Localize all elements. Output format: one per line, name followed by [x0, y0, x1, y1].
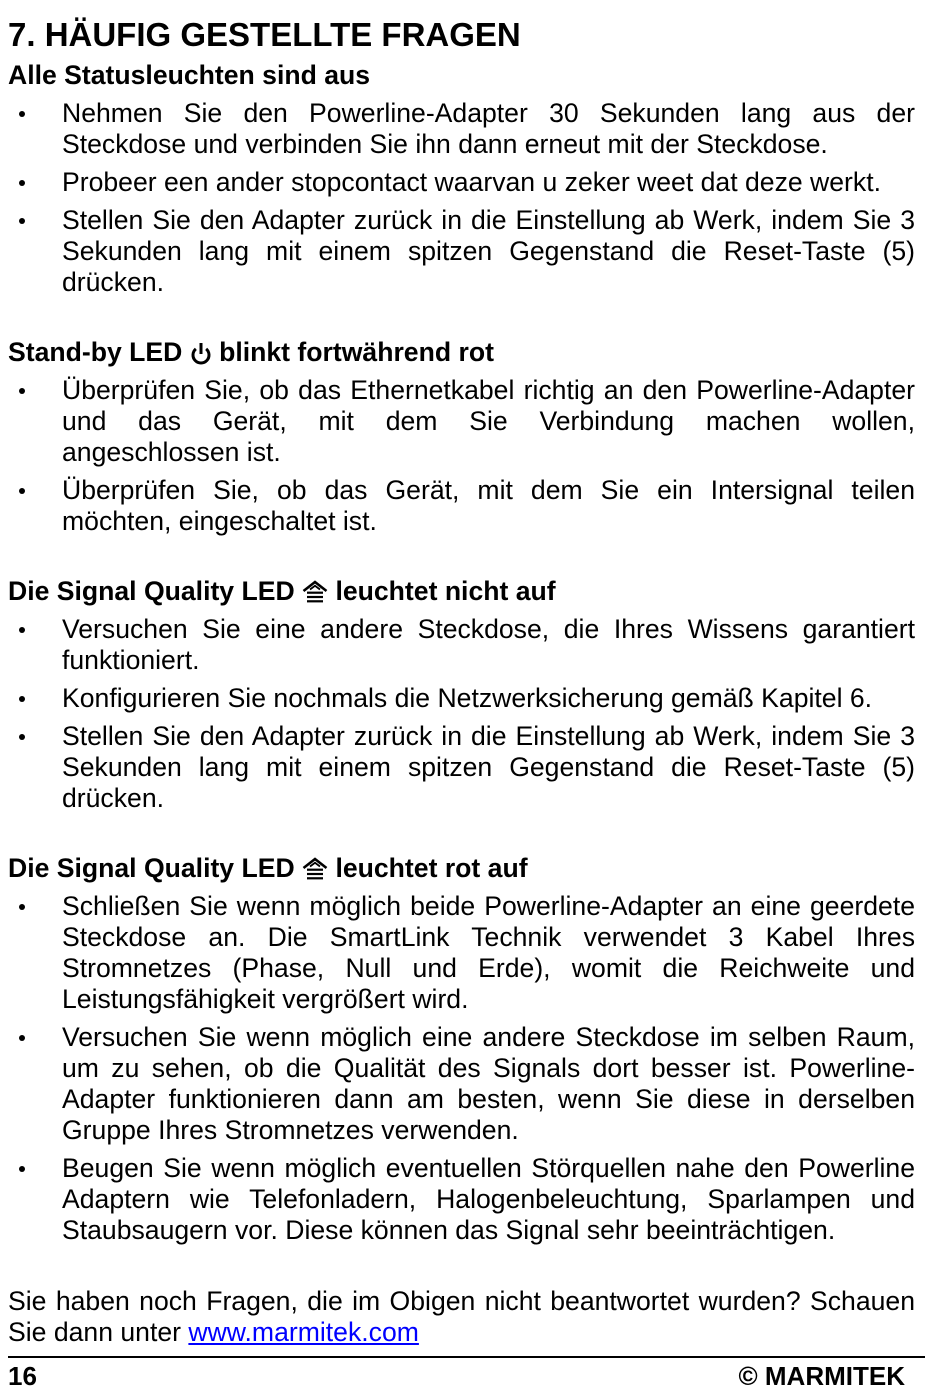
section-heading-text: Stand-by LED: [8, 336, 183, 367]
text-line: und das Gerät, mit dem Sie Verbindung machen wollen,: [62, 405, 915, 436]
faq-section: [8, 821, 915, 1253]
section-heading-text: Die Signal Quality LED: [8, 852, 295, 883]
bullet-list: [8, 891, 915, 1253]
text-line: Probeer een ander stopcontact waarvan u zeker weet dat deze werkt.: [62, 166, 881, 197]
bullet-dot: [19, 627, 25, 633]
signal-quality-icon: [302, 857, 328, 881]
text-line: Staubsaugern vor. Diese können das Signal sehr beeinträchtigen.: [62, 1214, 836, 1245]
website-link[interactable]: www.marmitek.com: [188, 1316, 419, 1347]
signal-quality-icon: [302, 580, 328, 604]
text-line: Steckdose und verbinden Sie ihn dann erneut mit der Steckdose.: [62, 128, 828, 159]
text-line: Sekunden lang mit einem spitzen Gegenstand die Reset-Taste (5): [62, 235, 915, 266]
text-line: Sie haben noch Fragen, die im Obigen nicht beantwortet wurden? Schauen: [8, 1285, 915, 1316]
section-heading: [8, 853, 915, 884]
bullet-dot: [19, 904, 25, 910]
list-item: [8, 614, 915, 683]
text-line: Leistungsfähigkeit vergrößert wird.: [62, 983, 469, 1014]
text-line: Gruppe Ihres Stromnetzes verwenden.: [62, 1114, 519, 1145]
list-item: [8, 1153, 915, 1253]
text-line: Konfigurieren Sie nochmals die Netzwerksicherung gemäß Kapitel 6.: [62, 682, 873, 713]
bullet-dot: [19, 218, 25, 224]
text-line: Nehmen Sie den Powerline-Adapter 30 Sekunden lang aus der: [62, 97, 915, 128]
bullet-dot: [19, 1166, 25, 1172]
bullet-dot: [19, 1035, 25, 1041]
text-line: Schließen Sie wenn möglich beide Powerline-Adapter an eine geerdete: [62, 890, 915, 921]
list-item: [8, 167, 915, 205]
faq-section: [8, 55, 915, 305]
section-heading-text: Alle Statusleuchten sind aus: [8, 59, 371, 90]
chapter-title: 7. HÄUFIG GESTELLTE FRAGEN: [8, 16, 521, 53]
footer-brand: © MARMITEK: [738, 1361, 905, 1387]
section-heading: [8, 576, 915, 607]
bullet-list: [8, 614, 915, 821]
text-line: Sekunden lang mit einem spitzen Gegenstand die Reset-Taste (5): [62, 751, 915, 782]
text-line: möchten, eingeschaltet ist.: [62, 505, 377, 536]
section-heading-text: blinkt fortwährend rot: [219, 336, 494, 367]
bullet-list: [8, 375, 915, 544]
list-item: [8, 1022, 915, 1153]
section-heading: [8, 337, 915, 368]
bullet-dot: [19, 180, 25, 186]
faq-section: [8, 544, 915, 821]
text-line: Versuchen Sie eine andere Steckdose, die Ihres Wissens garantiert: [62, 613, 915, 644]
list-item: [8, 98, 915, 167]
list-item: [8, 205, 915, 305]
bullet-dot: [19, 696, 25, 702]
text-line: drücken.: [62, 782, 164, 813]
section-heading: [8, 60, 915, 91]
section-heading-text: leuchtet rot auf: [335, 852, 528, 883]
text-line: Stellen Sie den Adapter zurück in die Einstellung ab Werk, indem Sie 3: [62, 720, 915, 751]
text-line: Adaptern wie Telefonladern, Halogenbeleuchtung, Sparlampen und: [62, 1183, 915, 1214]
bullet-list: [8, 98, 915, 305]
faq-section: [8, 305, 915, 544]
text-line: Adapter funktionieren dann am besten, wenn Sie diese in derselben: [62, 1083, 915, 1114]
list-item: [8, 683, 915, 721]
page-number: 16: [8, 1361, 37, 1387]
text-line: drücken.: [62, 266, 164, 297]
list-item: [8, 721, 915, 821]
text-line: Stellen Sie den Adapter zurück in die Einstellung ab Werk, indem Sie 3: [62, 204, 915, 235]
list-item: [8, 891, 915, 1022]
text-line: Stromnetzes (Phase, Null und Erde), womit die Reichweite und: [62, 952, 915, 983]
power-icon: [190, 341, 212, 365]
text-line: Beugen Sie wenn möglich eventuellen Störquellen nahe den Powerline: [62, 1152, 915, 1183]
bullet-dot: [19, 488, 25, 494]
section-heading-text: Die Signal Quality LED: [8, 575, 295, 606]
bullet-dot: [19, 734, 25, 740]
closing-text: Sie dann unter: [8, 1316, 181, 1347]
text-line: funktioniert.: [62, 644, 200, 675]
text-line: [8, 1317, 915, 1348]
list-item: [8, 475, 915, 544]
section-heading-text: leuchtet nicht auf: [335, 575, 556, 606]
text-line: um zu sehen, ob die Qualität des Signals dort besser ist. Powerline-: [62, 1052, 915, 1083]
text-line: Steckdose an. Die SmartLink Technik verwendet 3 Kabel Ihres: [62, 921, 915, 952]
page-footer: [8, 1361, 905, 1387]
bullet-dot: [19, 111, 25, 117]
text-line: Überprüfen Sie, ob das Ethernetkabel richtig an den Powerline-Adapter: [62, 374, 915, 405]
footer-rule: [8, 1356, 925, 1358]
text-line: Überprüfen Sie, ob das Gerät, mit dem Sie ein Intersignal teilen: [62, 474, 915, 505]
text-line: Versuchen Sie wenn möglich eine andere Steckdose im selben Raum,: [62, 1021, 915, 1052]
page-content: [8, 15, 915, 1348]
text-line: angeschlossen ist.: [62, 436, 281, 467]
closing-paragraph: [8, 1253, 915, 1348]
bullet-dot: [19, 388, 25, 394]
list-item: [8, 375, 915, 475]
